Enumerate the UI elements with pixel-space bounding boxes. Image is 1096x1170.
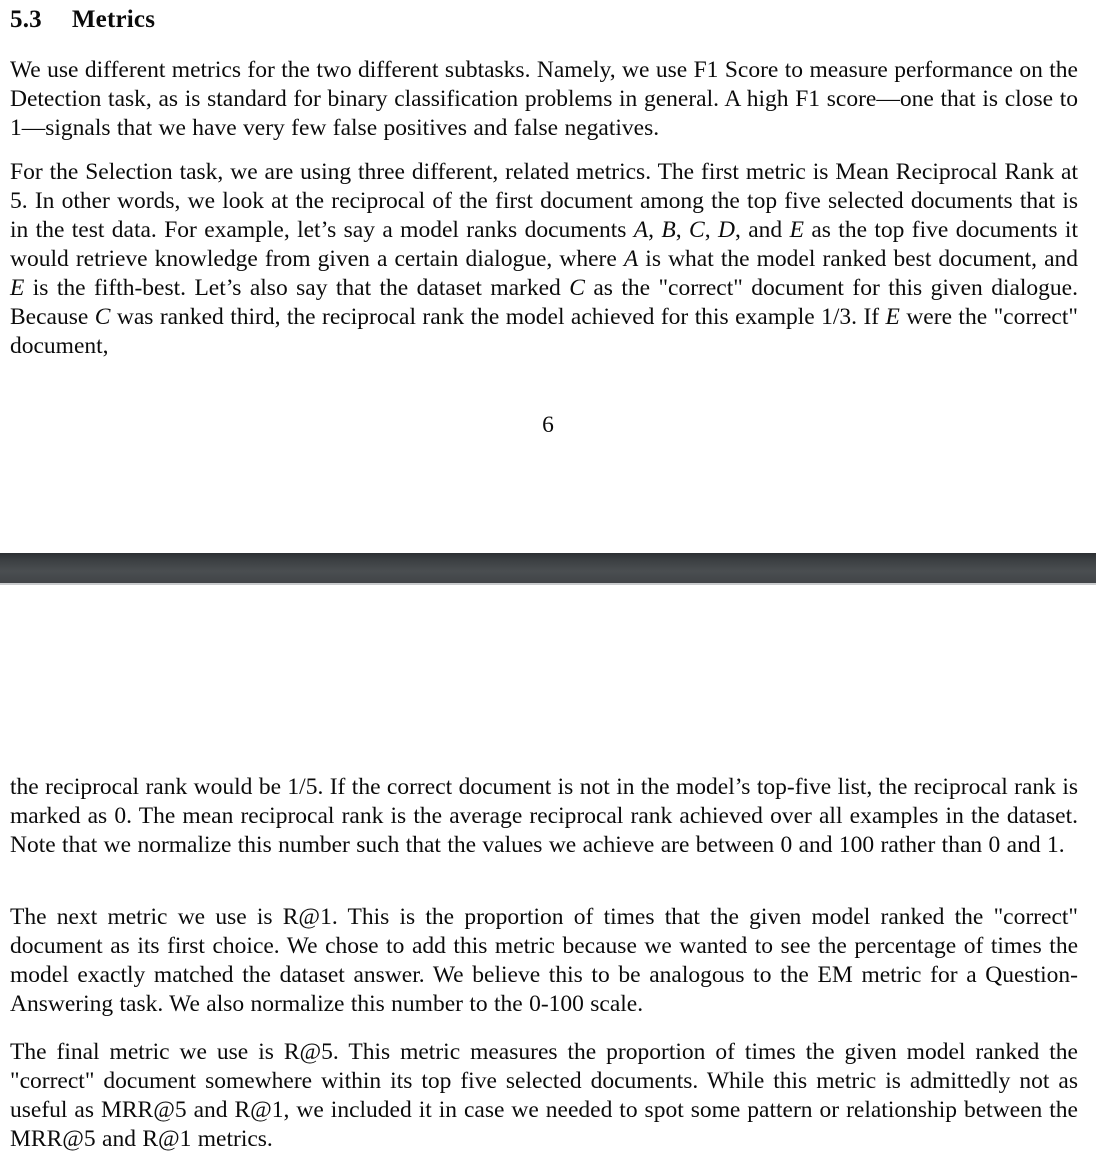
section-number: 5.3 — [10, 6, 42, 33]
paragraph-r-at-5: The final metric we use is R@5. This metric measures the proportion of times the given model ranked the "correct" document somewhere within its top five selected documents. While this metric is admittedly not as useful as MRR@5 and R@1, we included it in case we needed to spot some pattern or relationship between the MRR@5 and R@1 metrics. — [10, 1039, 1078, 1152]
section-title: Metrics — [71, 6, 156, 33]
paragraph-metrics-intro: We use different metrics for the two different subtasks. Namely, we use F1 Score to measure performance on the Detection task, as is standard for binary classification problems in general. A high F1 score—one that is close to 1—signals that we have very few false positives and false negatives. — [10, 57, 1078, 141]
page-separator — [0, 553, 1096, 585]
section-heading — [10, 5, 155, 35]
paragraph-selection-mrr: For the Selection task, we are using three different, related metrics. The first metric is Mean Reciprocal Rank at 5. In other words, we look at the reciprocal of the first document among the top five selected documents that is in the test data. For example, let’s say a model ranks documents A, B, C, D, and E as the top five documents it would retrieve knowledge from given a certain dialogue, where A is what the model ranked best document, and E is the fifth-best. Let’s also say that the dataset marked C as the "correct" document for this given dialogue. Because C was ranked third, the reciprocal rank the model achieved for this example 1/3. If E were the "correct" document, — [10, 159, 1078, 359]
paragraph-mrr-continued: the reciprocal rank would be 1/5. If the correct document is not in the model’s top-five list, the reciprocal rank is marked as 0. The mean reciprocal rank is the average reciprocal rank achieved over all examples in the dataset. Note that we normalize this number such that the values we achieve are between 0 and 100 rather than 0 and 1. — [10, 774, 1078, 858]
paragraph-r-at-1: The next metric we use is R@1. This is the proportion of times that the given model ranked the "correct" document as its first choice. We chose to add this metric because we wanted to see the percentage of times the model exactly matched the dataset answer. We believe this to be analogous to the EM metric for a Question-Answering task. We also normalize this number to the 0-100 scale. — [10, 904, 1078, 1017]
page-number: 6 — [542, 412, 554, 438]
